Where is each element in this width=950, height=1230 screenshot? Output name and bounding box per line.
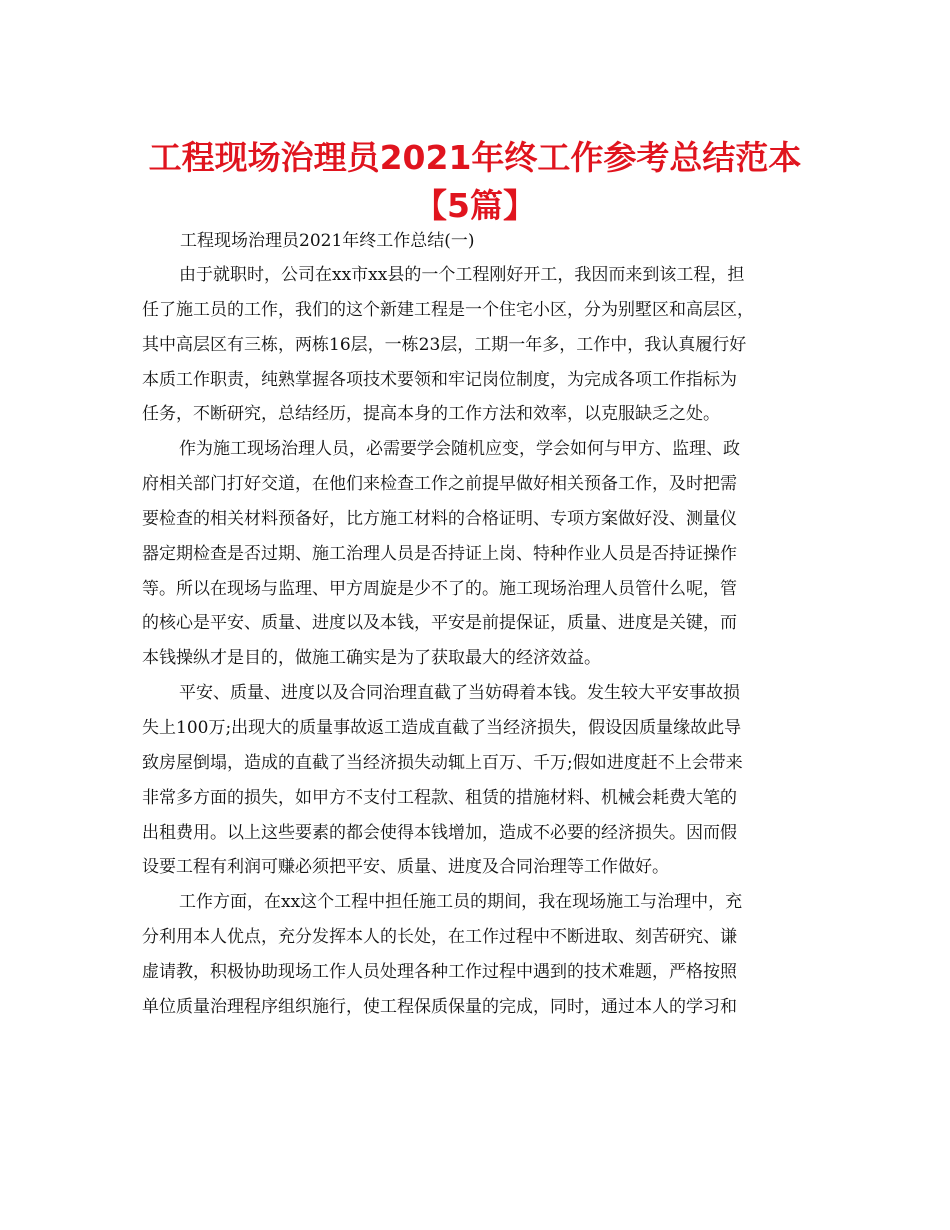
paragraph-line: 致房屋倒塌，造成的直截了当经济损失动辄上百万、千万;假如进度赶不上会带来 [142, 752, 743, 773]
paragraph-line: 本质工作职责，纯熟掌握各项技术要领和牢记岗位制度，为完成各项工作指标为 [142, 369, 737, 390]
section-heading: 工程现场治理员2021年终工作总结(一) [180, 231, 475, 251]
paragraph-2 [142, 432, 812, 676]
paragraph-line: 任了施工员的工作，我们的这个新建工程是一个住宅小区，分为别墅区和高层区， [142, 299, 754, 320]
paragraph-line: 非常多方面的损失，如甲方不支付工程款、租赁的措施材料、机械会耗费大笔的 [142, 787, 737, 808]
paragraph-4 [142, 885, 812, 1024]
paragraph-line: 分利用本人优点，充分发挥本人的长处，在工作过程中不断进取、刻苦研究、谦 [142, 927, 737, 948]
document-body [142, 258, 812, 1025]
paragraph-line: 其中高层区有三栋，两栋16层，一栋23层，工期一年多，工作中，我认真履行好 [142, 334, 747, 355]
paragraph-line: 的核心是平安、质量、进度以及本钱，平安是前提保证，质量、进度是关键，而 [142, 613, 737, 634]
paragraph-line: 单位质量治理程序组织施行，使工程保质保量的完成，同时，通过本人的学习和 [142, 996, 737, 1017]
paragraph-line: 器定期检查是否过期、施工治理人员是否持证上岗、特种作业人员是否持证操作 [142, 543, 737, 564]
document-title-line-2: 【5篇】 [414, 186, 536, 225]
paragraph-line: 任务，不断研究，总结经历，提高本身的工作方法和效率，以克服缺乏之处。 [142, 404, 720, 425]
paragraph-line: 设要工程有利润可赚必须把平安、质量、进度及合同治理等工作做好。 [142, 857, 669, 878]
document-title-line-1: 工程现场治理员2021年终工作参考总结范本 [148, 138, 802, 177]
paragraph-line: 等。所以在现场与监理、甲方周旋是少不了的。施工现场治理人员管什么呢，管 [142, 578, 737, 599]
paragraph-line: 本钱操纵才是目的，做施工确实是为了获取最大的经济效益。 [142, 648, 601, 669]
paragraph-line: 工作方面，在xx这个工程中担任施工员的期间，我在现场施工与治理中，充 [179, 892, 743, 913]
paragraph-3 [142, 676, 812, 885]
paragraph-line: 作为施工现场治理人员，必需要学会随机应变，学会如何与甲方、监理、政 [179, 439, 740, 460]
paragraph-line: 平安、质量、进度以及合同治理直截了当妨碍着本钱。发生较大平安事故损 [179, 683, 740, 704]
paragraph-line: 府相关部门打好交道，在他们来检查工作之前提早做好相关预备工作，及时把需 [142, 474, 737, 495]
paragraph-line: 失上100万;出现大的质量事故返工造成直截了当经济损失，假设因质量缘故此导 [142, 717, 742, 738]
paragraph-line: 要检查的相关材料预备好，比方施工材料的合格证明、专项方案做好没、测量仪 [142, 508, 737, 529]
paragraph-line: 由于就职时，公司在xx市xx县的一个工程刚好开工，我因而来到该工程，担 [179, 265, 745, 285]
paragraph-line: 出租费用。以上这些要素的都会使得本钱增加，造成不必要的经济损失。因而假 [142, 822, 737, 843]
paragraph-1 [142, 258, 812, 432]
paragraph-line: 虚请教，积极协助现场工作人员处理各种工作过程中遇到的技术难题，严格按照 [142, 961, 737, 982]
